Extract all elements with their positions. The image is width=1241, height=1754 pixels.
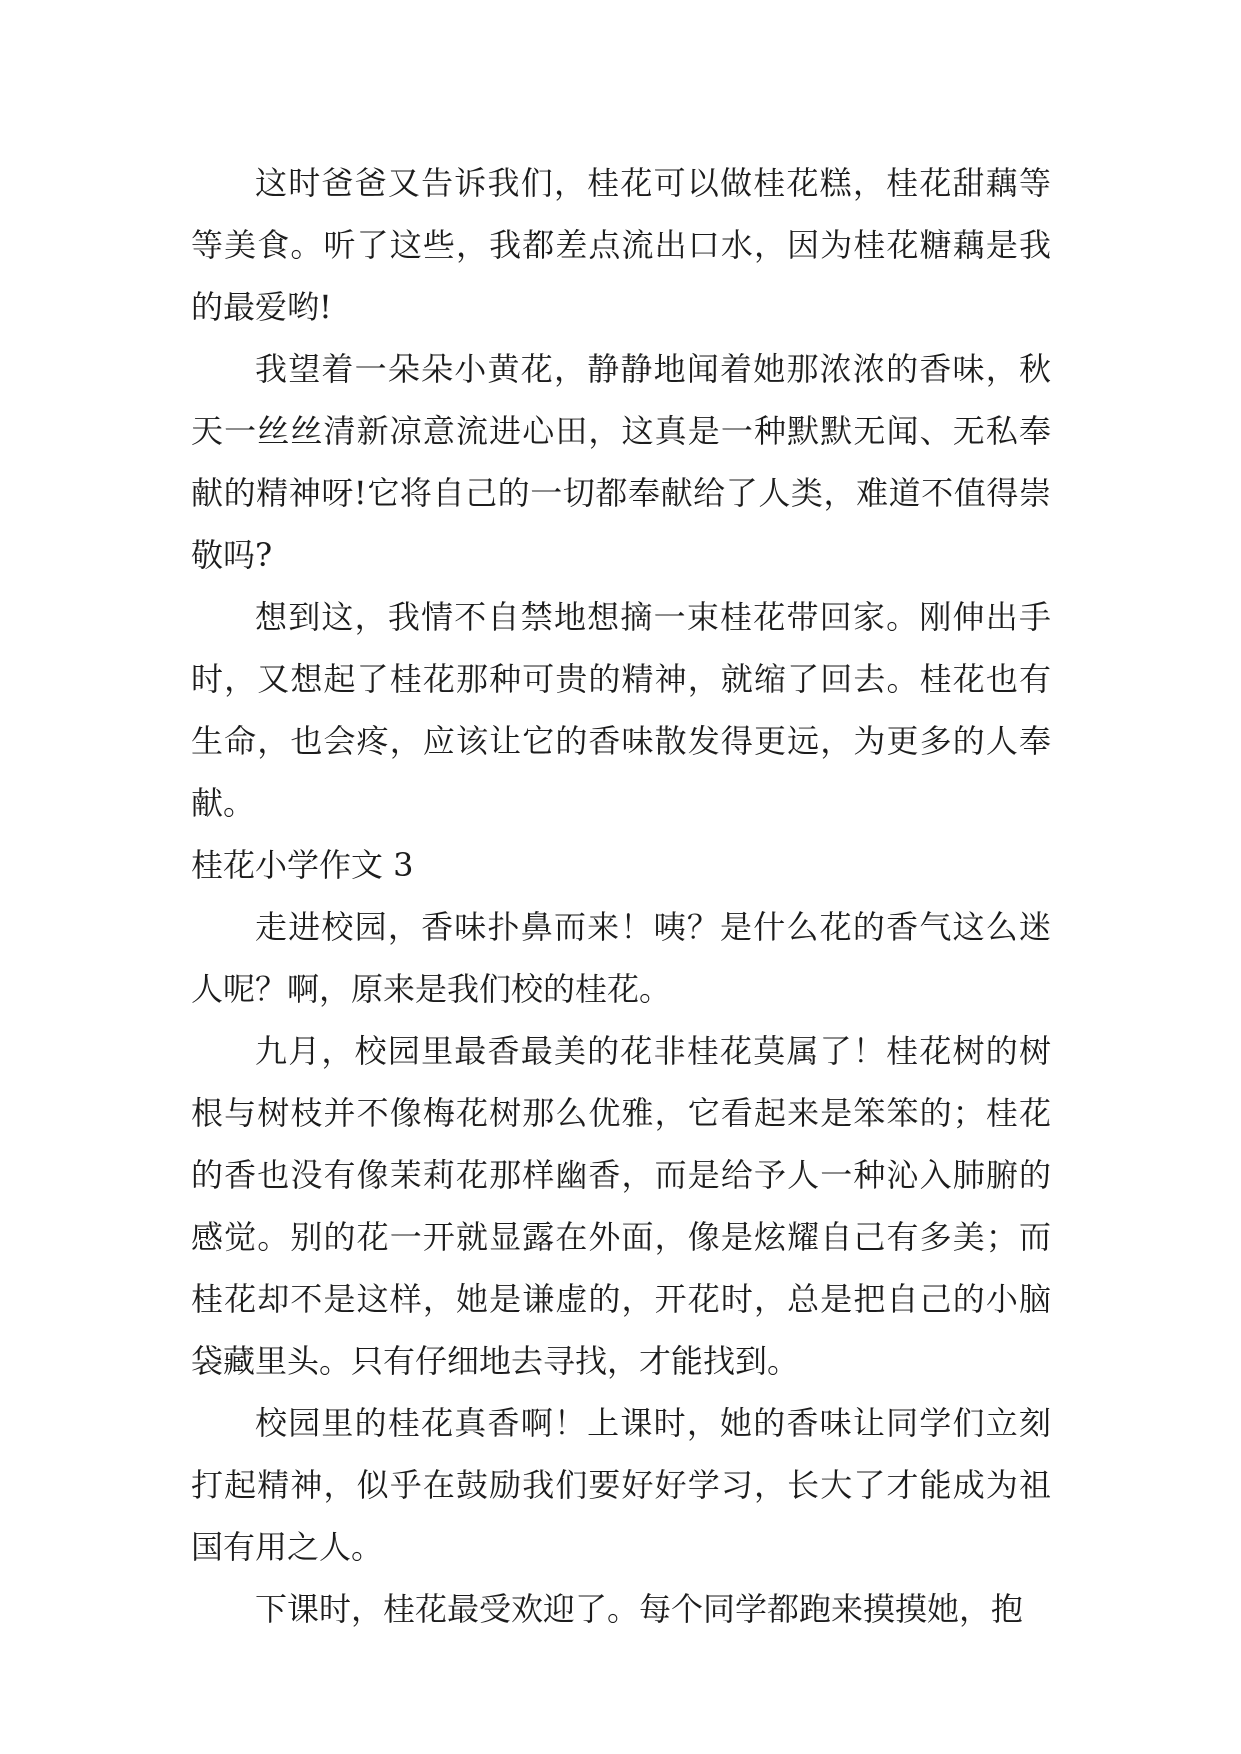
paragraph: 下课时，桂花最受欢迎了。每个同学都跑来摸摸她，抱 (255, 1590, 1024, 1628)
paragraph: 这时爸爸又告诉我们，桂花可以做桂花糕，桂花甜藕等等美食。听了这些，我都差点流出口水，因为桂花糖藕是我的最爱哟! (191, 164, 1051, 326)
paragraph: 我望着一朵朵小黄花，静静地闻着她那浓浓的香味，秋天一丝丝清新凉意流进心田，这真是一种默默无闻、无私奉献的精神呀!它将自己的一切都奉献给了人类，难道不值得崇敬吗? (191, 350, 1051, 574)
document-body (191, 152, 1051, 1640)
section-heading: 桂花小学作文 3 (191, 846, 414, 884)
paragraph: 想到这，我情不自禁地想摘一束桂花带回家。刚伸出手时，又想起了桂花那种可贵的精神，就缩了回去。桂花也有生命，也会疼，应该让它的香味散发得更远，为更多的人奉献。 (191, 598, 1051, 822)
paragraph: 九月，校园里最香最美的花非桂花莫属了！桂花树的树根与树枝并不像梅花树那么优雅，它看起来是笨笨的；桂花的香也没有像茉莉花那样幽香，而是给予人一种沁入肺腑的感觉。别的花一开就显露在外面，像是炫耀自己有多美；而桂花却不是这样，她是谦虚的，开花时，总是把自己的小脑袋藏里头。只有仔细地去寻找，才能找到。 (191, 1032, 1051, 1380)
paragraph: 校园里的桂花真香啊！上课时，她的香味让同学们立刻打起精神，似乎在鼓励我们要好好学习，长大了才能成为祖国有用之人。 (191, 1404, 1051, 1566)
paragraph: 走进校园，香味扑鼻而来！咦？是什么花的香气这么迷人呢？啊，原来是我们校的桂花。 (191, 908, 1051, 1008)
